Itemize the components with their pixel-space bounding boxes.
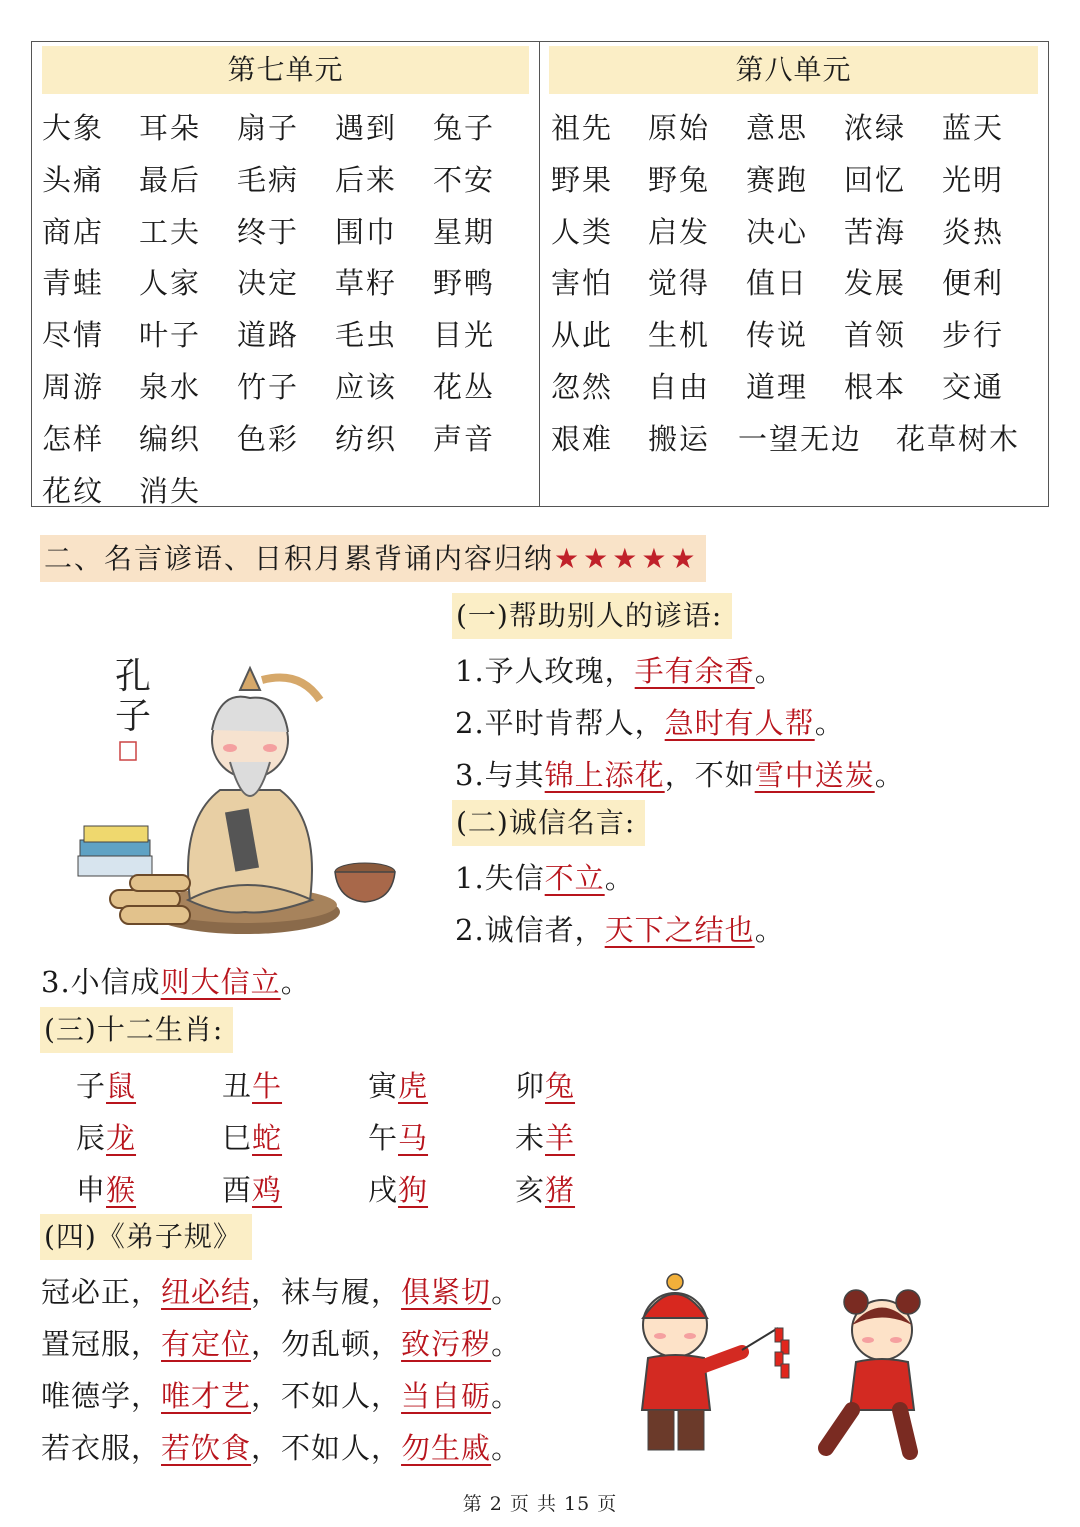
vocab-word: 生机 [648,318,711,353]
zodiac-pair [368,1064,428,1105]
vocab-word: 花草树木 [896,421,1021,456]
dizigui-line-2: 置冠服，有定位，勿乱顿，致污秽。 [41,1327,522,1361]
page-number: 第 2 页 共 15 页 [462,1493,618,1515]
table-divider [539,42,540,506]
vocab-word: 自由 [648,370,711,404]
unit7-column [32,42,539,508]
vocab-word: 交通 [942,370,1005,404]
vocab-word: 毛虫 [335,318,398,353]
vocab-word: 祖先 [551,111,614,145]
vocab-word: 原始 [648,111,711,145]
part2-line-1: 1.失信不立。 [455,861,635,895]
answer: 纽必结 [161,1275,252,1309]
dizigui-line-3: 唯德学，唯才艺，不如人，当自砺。 [41,1379,522,1413]
answer: 锦上添花 [544,758,665,792]
svg-text:子: 子 [115,696,152,737]
vocab-word: 害怕 [551,266,614,301]
answer: 有定位 [161,1327,252,1361]
vocab-word: 花纹 [42,473,105,508]
vocab-word: 头痛 [42,162,105,197]
zodiac-animal: 猴 [106,1173,137,1207]
zodiac-pair [222,1064,282,1105]
vocab-word: 终于 [237,214,300,249]
zodiac-pair [222,1168,282,1209]
vocab-word: 便利 [942,266,1005,301]
zodiac-pair [515,1168,575,1209]
vocab-word: 赛跑 [746,162,809,197]
vocab-word: 青蛙 [42,266,105,301]
section-heading [40,535,706,582]
zodiac-pair [76,1168,136,1209]
answer: 手有余香 [634,654,755,688]
vocab-word: 意思 [746,111,809,145]
dizigui-line-4: 若衣服，若饮食，不如人，勿生戚。 [41,1431,522,1465]
vocab-word: 星期 [433,214,496,249]
vocab-word: 步行 [942,318,1005,353]
earthly-branch: 酉 [222,1173,253,1207]
part2-title: (二)诚信名言: [452,800,645,846]
vocab-word: 忽然 [551,370,614,404]
vocab-word: 蓝天 [942,111,1005,145]
vocab-word: 毛病 [237,162,300,197]
children-firecracker-illustration [630,1270,950,1460]
vocab-word: 竹子 [237,370,300,404]
confucius-illustration [70,650,400,950]
earthly-branch: 辰 [76,1121,107,1155]
earthly-branch: 卯 [515,1069,546,1103]
vocab-word: 工夫 [139,214,202,249]
vocab-word: 不安 [433,162,496,197]
zodiac-animal: 狗 [398,1173,429,1207]
vocab-word: 道理 [746,370,809,404]
vocab-word: 觉得 [648,266,711,301]
answer: 不立 [544,861,605,895]
vocab-word: 值日 [746,266,809,301]
zodiac-animal: 牛 [252,1069,283,1103]
dizigui-line-1: 冠必正，纽必结，袜与履，俱紧切。 [41,1275,522,1309]
part1-line-2: 2.平时肯帮人，急时有人帮。 [455,706,845,740]
vocab-word: 光明 [942,162,1005,197]
earthly-branch: 亥 [515,1173,546,1207]
vocab-word: 扇子 [237,111,300,145]
vocab-word: 尽情 [42,318,105,353]
unit8-title: 第八单元 [549,46,1038,94]
vocab-word: 人家 [139,266,202,301]
section-title: 二、名言谚语、日积月累背诵内容归纳 [44,542,555,575]
vocab-word: 艰难 [551,421,614,456]
part2-line-2: 2.诚信者，天下之结也。 [455,913,785,947]
vocab-word: 野鸭 [433,266,496,301]
answer: 雪中送炭 [754,758,875,792]
vocab-word: 消失 [139,473,202,508]
part1-line-1: 1.予人玫瑰，手有余香。 [455,654,785,688]
zodiac-pair [515,1116,575,1157]
zodiac-animal: 猪 [545,1173,576,1207]
answer: 勿生戚 [401,1431,492,1465]
vocab-word: 色彩 [237,421,300,456]
vocab-word: 遇到 [335,111,398,145]
earthly-branch: 申 [76,1173,107,1207]
answer: 当自砺 [401,1379,492,1413]
zodiac-animal: 羊 [545,1121,576,1155]
answer: 若饮食 [161,1431,252,1465]
zodiac-pair [515,1064,575,1105]
earthly-branch: 寅 [368,1069,399,1103]
vocab-word: 炎热 [942,214,1005,249]
part3-title: (三)十二生肖: [40,1007,233,1053]
answer: 致污秽 [401,1327,492,1361]
zodiac-animal: 鼠 [106,1069,137,1103]
vocab-word: 野果 [551,162,614,197]
vocab-word: 围巾 [335,214,398,249]
zodiac-pair [76,1116,136,1157]
importance-stars: ★★★★★ [554,542,700,575]
vocab-word: 商店 [42,214,105,249]
vocabulary-table [31,41,1049,507]
vocab-word: 纺织 [335,421,398,456]
vocab-word: 决心 [746,214,809,249]
zodiac-animal: 鸡 [252,1173,283,1207]
zodiac-animal: 兔 [545,1069,576,1103]
vocab-word: 回忆 [844,162,907,197]
unit7-title: 第七单元 [42,46,529,94]
answer: 急时有人帮 [664,706,815,740]
vocab-word: 声音 [433,421,496,456]
vocab-word: 怎样 [42,421,105,456]
vocab-word: 搬运 [648,421,711,456]
answer: 唯才艺 [161,1379,252,1413]
vocab-word: 周游 [42,370,105,404]
vocab-word: 目光 [433,318,496,353]
zodiac-pair [222,1116,282,1157]
answer: 俱紧切 [401,1275,492,1309]
vocab-word: 泉水 [139,370,202,404]
vocab-word: 人类 [551,214,614,249]
vocab-word: 传说 [746,318,809,353]
vocab-word: 道路 [237,318,300,353]
earthly-branch: 戌 [368,1173,399,1207]
earthly-branch: 午 [368,1121,399,1155]
vocab-word: 苦海 [844,214,907,249]
vocab-word: 最后 [139,162,202,197]
unit8-column [541,42,1048,456]
vocab-word: 后来 [335,162,398,197]
vocab-word: 首领 [844,318,907,353]
vocab-word: 根本 [844,370,907,404]
earthly-branch: 丑 [222,1069,253,1103]
vocab-word: 一望无边 [738,421,863,456]
zodiac-animal: 虎 [398,1069,429,1103]
answer: 则大信立 [160,965,281,999]
zodiac-animal: 龙 [106,1121,137,1155]
zodiac-pair [368,1116,428,1157]
part1-line-3: 3.与其锦上添花，不如雪中送炭。 [455,758,905,792]
vocab-word: 编织 [139,421,202,456]
part4-title: (四)《弟子规》 [40,1214,252,1260]
earthly-branch: 未 [515,1121,546,1155]
answer: 天下之结也 [604,913,755,947]
part2-line-3: 3.小信成则大信立。 [41,965,311,999]
zodiac-animal: 马 [398,1121,429,1155]
vocab-word: 野兔 [648,162,711,197]
zodiac-pair [368,1168,428,1209]
part1-title: (一)帮助别人的谚语: [452,593,732,639]
vocab-word: 决定 [237,266,300,301]
vocab-word: 浓绿 [844,111,907,145]
vocab-word: 大象 [42,111,105,145]
vocab-word: 应该 [335,370,398,404]
vocab-word: 花丛 [433,370,496,404]
vocab-word: 叶子 [139,318,202,353]
zodiac-pair [76,1064,136,1105]
vocab-word: 启发 [648,214,711,249]
vocab-word: 草籽 [335,266,398,301]
confucius-caption: 孔 [115,656,152,697]
zodiac-animal: 蛇 [252,1121,283,1155]
vocab-word: 从此 [551,318,614,353]
earthly-branch: 巳 [222,1121,253,1155]
vocab-word: 兔子 [433,111,496,145]
vocab-word: 耳朵 [139,111,202,145]
vocab-word: 发展 [844,266,907,301]
earthly-branch: 子 [76,1069,107,1103]
